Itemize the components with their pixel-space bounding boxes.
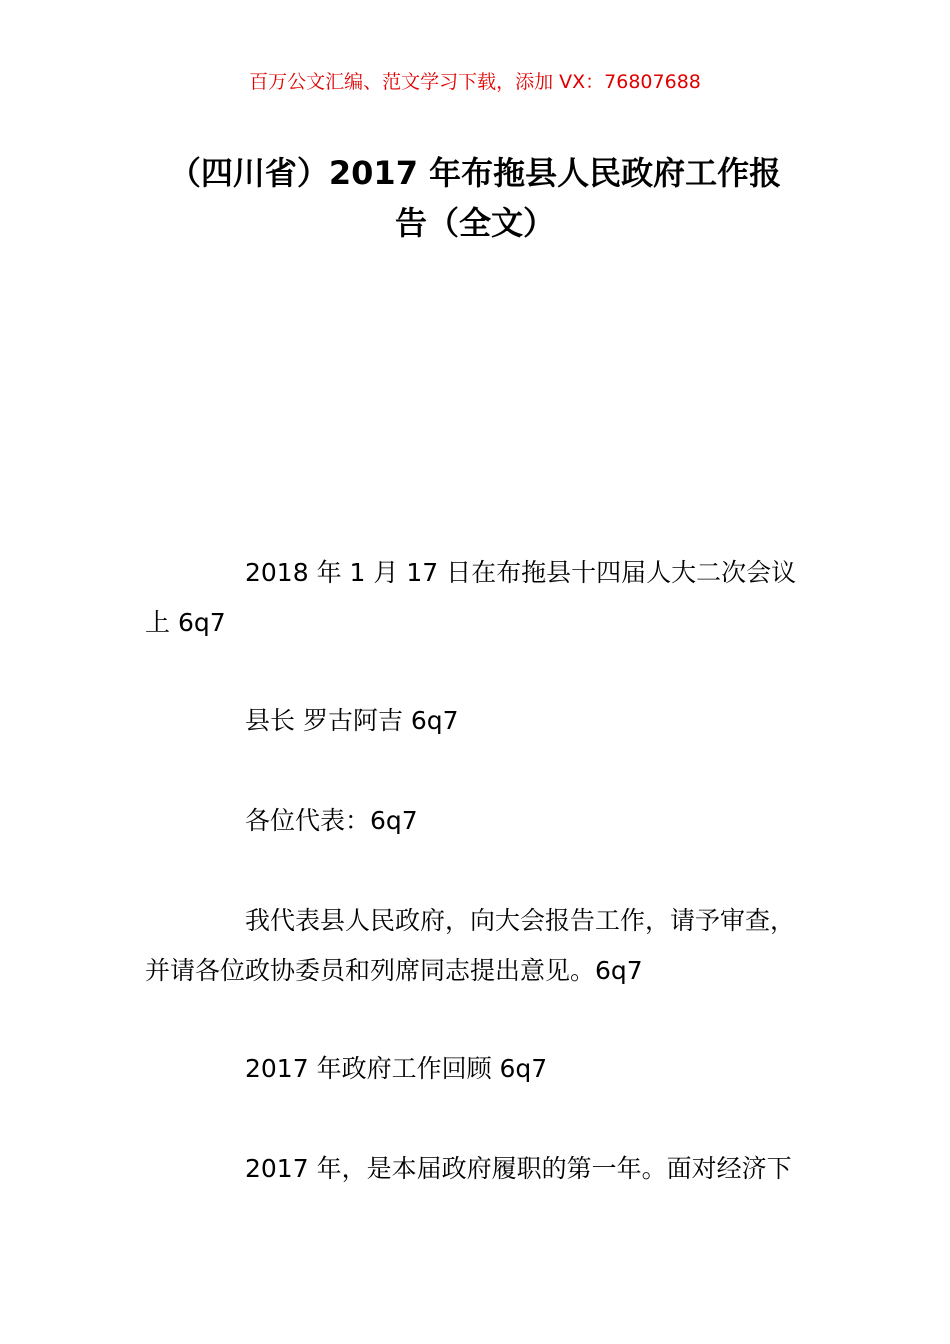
paragraph-line: 上 6q7	[145, 608, 226, 637]
paragraph-line: 县长 罗古阿吉 6q7	[245, 706, 459, 735]
paragraph-review-start	[145, 1144, 835, 1194]
paragraph-meeting	[145, 548, 835, 648]
paragraph-line: 2018 年 1 月 17 日在布拖县十四届人大二次会议	[245, 558, 797, 587]
paragraph-line: 我代表县人民政府，向大会报告工作，请予审查，	[245, 906, 796, 935]
paragraph-salutation	[145, 796, 835, 846]
paragraph-intro	[145, 896, 835, 996]
document-title-line-2: 告（全文）	[394, 204, 555, 242]
header-note: 百万公文汇编、范文学习下载，添加 VX：76807688	[249, 71, 701, 93]
paragraph-line: 2017 年政府工作回顾 6q7	[245, 1054, 548, 1083]
document-title-line-1: （四川省）2017 年布拖县人民政府工作报	[168, 154, 782, 192]
paragraph-speaker	[145, 696, 835, 746]
paragraph-line: 各位代表：6q7	[245, 806, 418, 835]
document-title	[130, 148, 820, 248]
paragraph-line: 2017 年，是本届政府履职的第一年。面对经济下	[245, 1154, 792, 1183]
section-heading-review	[145, 1044, 835, 1094]
paragraph-line: 并请各位政协委员和列席同志提出意见。6q7	[145, 956, 643, 985]
